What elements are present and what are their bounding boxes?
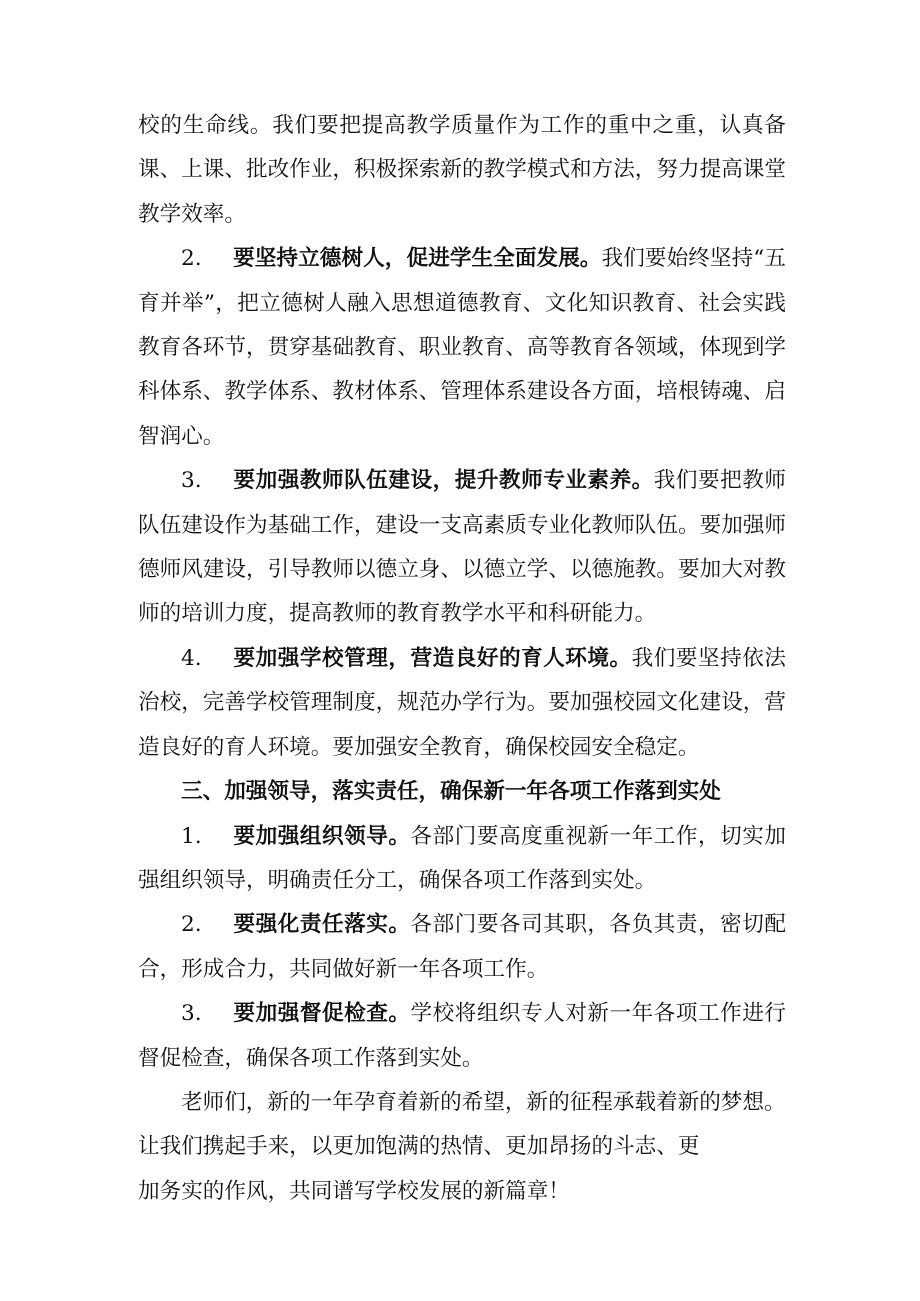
closing-line-1: 老师们，新的一年孕育着新的希望，新的征程承载着新的梦想。 <box>181 1089 786 1115</box>
closing-paragraph <box>138 1081 786 1214</box>
paragraph-item-2-responsibility <box>138 903 786 992</box>
paragraph-text: 我们要把教师队伍建设作为基础工作，建设一支高素质专业化教师队伍。要加强师德师风建设，引导教师以德立身、以德立学、以德施教。要加大对教师的培训力度，提高教师的教育教学水平和科研能力。 <box>138 468 786 627</box>
paragraph-text: 各部门要高度重视新一年工作，切实加强组织领导，明确责任分工，确保各项工作落到实处。 <box>138 823 786 893</box>
paragraph-text: 各部门要各司其职，各负其责，密切配合，形成合力，共同做好新一年各项工作。 <box>138 912 786 982</box>
paragraph-text: 校的生命线。我们要把提高教学质量作为工作的重中之重，认真备课、上课、批改作业，积极探索新的教学模式和方法，努力提高课堂教学效率。 <box>138 113 786 227</box>
item-bold-heading: 要加强督促检查。 <box>233 1001 411 1027</box>
item-number: 1. <box>181 823 202 849</box>
paragraph-item-2-moral-education <box>138 237 786 459</box>
paragraph-item-4-school-management <box>138 637 786 770</box>
closing-line-2: 让我们携起手来，以更加饱满的热情、更加昂扬的斗志、更 <box>138 1134 700 1160</box>
closing-line-3: 加务实的作风，共同谱写学校发展的新篇章！ <box>138 1178 570 1204</box>
item-number: 2. <box>181 246 202 272</box>
item-number: 2. <box>181 912 202 938</box>
paragraph-item-1-organization <box>138 815 786 904</box>
item-bold-heading: 要加强学校管理，营造良好的育人环境。 <box>233 645 632 671</box>
item-bold-heading: 要加强组织领导。 <box>233 823 411 849</box>
paragraph-text: 学校将组织专人对新一年各项工作进行督促检查，确保各项工作落到实处。 <box>138 1001 786 1071</box>
paragraph-text: 我们要始终坚持“五育并举”，把立德树人融入思想道德教育、文化知识教育、社会实践教育各环节，贯穿基础教育、职业教育、高等教育各领域，体现到学科体系、教学体系、教材体系、管理体系建设各方面，培根铸魂、启智润心。 <box>138 246 786 449</box>
paragraph-item-3-supervision <box>138 992 786 1081</box>
item-number: 3. <box>181 1001 202 1027</box>
item-bold-heading: 要加强教师队伍建设，提升教师专业素养。 <box>233 468 654 494</box>
item-number: 3. <box>181 468 202 494</box>
item-bold-heading: 要强化责任落实。 <box>233 912 411 938</box>
paragraph-text: 我们要坚持依法治校，完善学校管理制度，规范办学行为。要加强校园文化建设，营造良好的育人环境。要加强安全教育，确保校园安全稳定。 <box>138 645 786 760</box>
section-heading-three <box>138 770 786 814</box>
item-number: 4. <box>181 645 202 671</box>
paragraph-continuation <box>138 104 786 237</box>
paragraph-item-3-teacher-team <box>138 459 786 637</box>
section-heading-text: 三、加强领导，落实责任，确保新一年各项工作落到实处 <box>181 779 721 805</box>
item-bold-heading: 要坚持立德树人，促进学生全面发展。 <box>233 246 602 272</box>
document-body <box>138 104 786 1214</box>
